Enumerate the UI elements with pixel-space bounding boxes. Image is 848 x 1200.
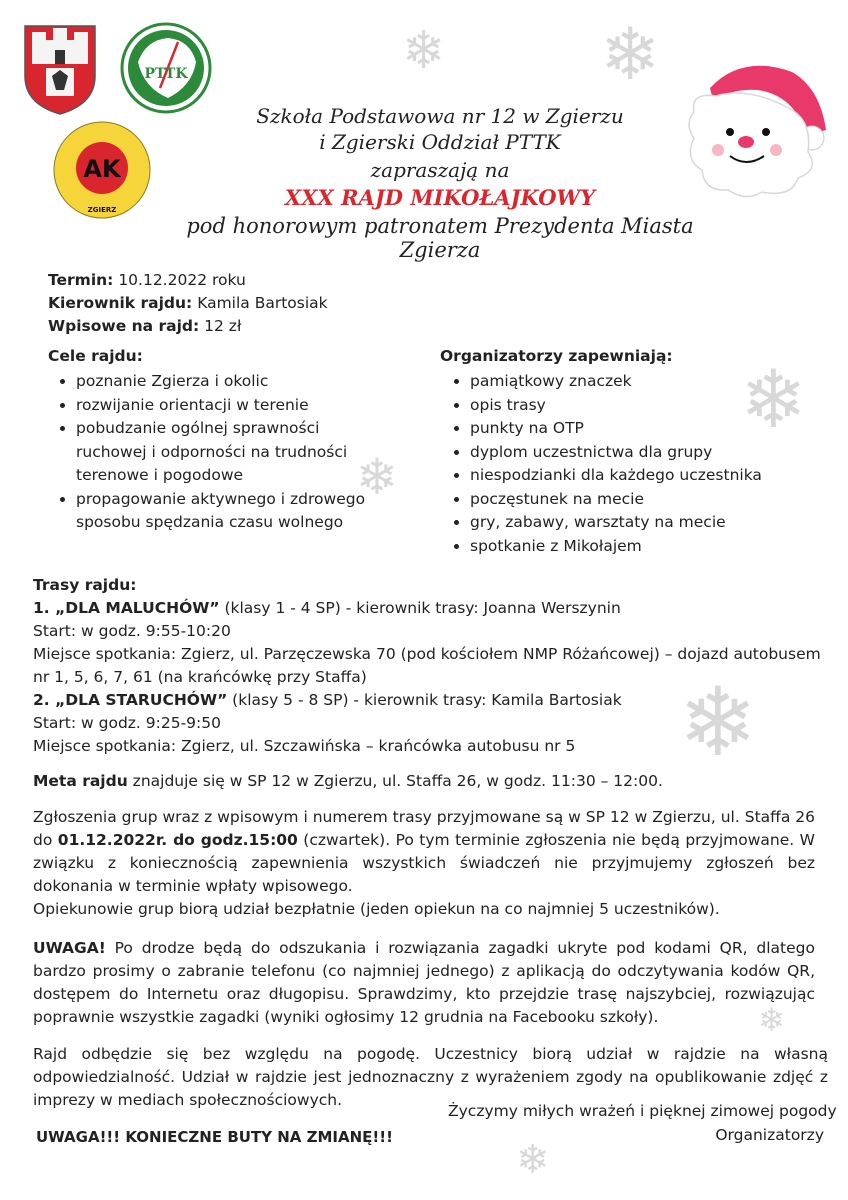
guardians-text: Opiekunowie grup biorą udział bezpłatnie (jeden opiekun na co najmniej 5 uczestników). <box>33 900 720 918</box>
snowflake-icon: ❄ <box>402 21 446 81</box>
goals-section <box>48 345 368 535</box>
warning-text: Po drodze będą do odszukania i rozwiązania zagadki ukryte pod kodami QR, dlatego bardzo prosimy o zabranie telefonu (co najmniej jednego) z aplikacją do odczytywania kodów QR, dostępem do Internetu oraz długopisu. Sprawdzimy, kto przejdzie trasę najszybciej, rozwiązując poprawnie wszystkie zagadki (wyniki ogłosimy 12 grudnia na Facebooku szkoły). <box>33 939 815 1026</box>
fee-label: Wpisowe na rajd: <box>48 317 200 335</box>
route-1-details: (klasy 1 - 4 SP) - kierownik trasy: Joanna Werszynin <box>219 599 621 617</box>
route-2-name: 2. „DLA STARUCHÓW” <box>33 691 228 709</box>
route-2-title <box>33 689 823 712</box>
snowflake-icon: ❄ <box>678 668 758 778</box>
snowflake-icon: ❄ <box>356 448 398 506</box>
goal-item: • rozwijanie orientacji w terenie <box>76 394 368 418</box>
pttk-logo-icon <box>120 22 212 114</box>
term-row <box>48 269 448 292</box>
provided-item: • pamiątkowy znaczek <box>470 370 770 394</box>
routes-section <box>33 574 823 758</box>
header-line-invite: zapraszają na <box>370 158 510 182</box>
term-value: 10.12.2022 roku <box>118 271 246 289</box>
snowflake-icon: ❄ <box>516 1137 550 1183</box>
goal-item: • pobudzanie ogólnej sprawności ruchowej i odporności na trudności terenowe i pogodowe <box>76 417 368 488</box>
finish-text: znajduje się w SP 12 w Zgierzu, ul. Staffa 26, w godz. 11:30 – 12:00. <box>127 772 663 790</box>
qr-warning <box>33 937 815 1029</box>
city-coat-of-arms-icon <box>22 20 98 116</box>
fee-row <box>48 315 448 338</box>
registration-deadline: 01.12.2022r. do godz.15:00 <box>57 831 298 849</box>
provided-item: • spotkanie z Mikołajem <box>470 535 770 559</box>
provided-item: • opis trasy <box>470 394 770 418</box>
goal-item: • propagowanie aktywnego i zdrowego sposobu spędzania czasu wolnego <box>76 488 368 535</box>
weather-text: Rajd odbędzie się bez względu na pogodę. Uczestnicy biorą udział w rajdzie na własną odpowiedzialność. Udział w rajdzie jest jednoznaczny z wyrażeniem zgody na opublikowanie zdjęć z imprezy w mediach społecznościowych. <box>33 1045 828 1109</box>
leader-label: Kierownik rajdu: <box>48 294 193 312</box>
leader-row <box>48 292 448 315</box>
signature-text: Organizatorzy <box>715 1126 824 1144</box>
header-line-school: Szkoła Podstawowa nr 12 w Zgierzu <box>256 104 624 128</box>
provided-item: • niespodzianki dla każdego uczestnika <box>470 464 770 488</box>
snowflake-icon: ❄ <box>758 1001 785 1039</box>
header-line-pttk: i Zgierski Oddział PTTK <box>319 130 561 154</box>
finish-label: Meta rajdu <box>33 772 128 790</box>
route-1-start: Start: w godz. 9:55-10:20 <box>33 622 231 640</box>
route-2-details: (klasy 5 - 8 SP) - kierownik trasy: Kamila Bartosiak <box>227 691 622 709</box>
pttk-logo-text: PTTK <box>144 66 188 82</box>
route-2-place: Miejsce spotkania: Zgierz, ul. Szczawińska – krańcówka autobusu nr 5 <box>33 737 576 755</box>
school-badge-monogram: AK <box>83 155 121 183</box>
school-badge-icon <box>52 120 152 220</box>
registration-section <box>33 806 815 921</box>
snowflake-icon: ❄ <box>740 353 808 446</box>
wishes-text: Życzymy miłych wrażeń i pięknej zimowej pogody <box>448 1102 837 1120</box>
route-1-title <box>33 597 823 620</box>
shoes-warning: UWAGA!!! KONIECZNE BUTY NA ZMIANĘ!!! <box>36 1128 393 1146</box>
fee-value: 12 zł <box>204 317 242 335</box>
goals-heading: Cele rajdu: <box>48 347 143 365</box>
provided-item: • poczęstunek na mecie <box>470 488 770 512</box>
route-1-place: Miejsce spotkania: Zgierz, ul. Parzęczewska 70 (pod kościołem NMP Różańcowej) – dojazd autobusem nr 1, 5, 6, 7, 61 (na krańcówkę przy Staffa) <box>33 645 821 686</box>
provided-item: • gry, zabawy, warsztaty na mecie <box>470 511 770 535</box>
provided-item: • punkty na OTP <box>470 417 770 441</box>
registration-text-2: (czwartek). Po tym terminie zgłoszenia nie będą przyjmowane. W związku z koniecznością zapewnienia wszystkich świadczeń nie przyjmujemy zgłoszeń bez dokonania w terminie wpłaty wpisowego. <box>33 831 815 895</box>
provided-section <box>440 345 770 558</box>
term-label: Termin: <box>48 271 114 289</box>
route-1-name: 1. „DLA MALUCHÓW” <box>33 599 220 617</box>
registration-text-1: Zgłoszenia grup wraz z wpisowym i numerem trasy przyjmowane są w SP 12 w Zgierzu, ul. Staffa 26 do <box>33 808 815 849</box>
registration-text <box>33 806 815 898</box>
warning-label: UWAGA! <box>33 939 106 957</box>
finish-line <box>33 770 823 793</box>
routes-heading: Trasy rajdu: <box>33 576 137 594</box>
event-title: XXX RAJD MIKOŁAJKOWY <box>284 185 596 210</box>
snowflake-icon: ❄ <box>600 12 661 96</box>
header-line-patronage: pod honorowym patronatem Prezydenta Miasta Zgierza <box>186 214 694 262</box>
provided-heading: Organizatorzy zapewniają: <box>440 347 673 365</box>
route-2-start: Start: w godz. 9:25-9:50 <box>33 714 221 732</box>
school-badge-bottom-text: ZGIERZ <box>87 206 117 214</box>
goal-item: • poznanie Zgierza i okolic <box>76 370 368 394</box>
provided-item: • dyplom uczestnictwa dla grupy <box>470 441 770 465</box>
leader-value: Kamila Bartosiak <box>197 294 328 312</box>
info-block <box>48 269 448 338</box>
